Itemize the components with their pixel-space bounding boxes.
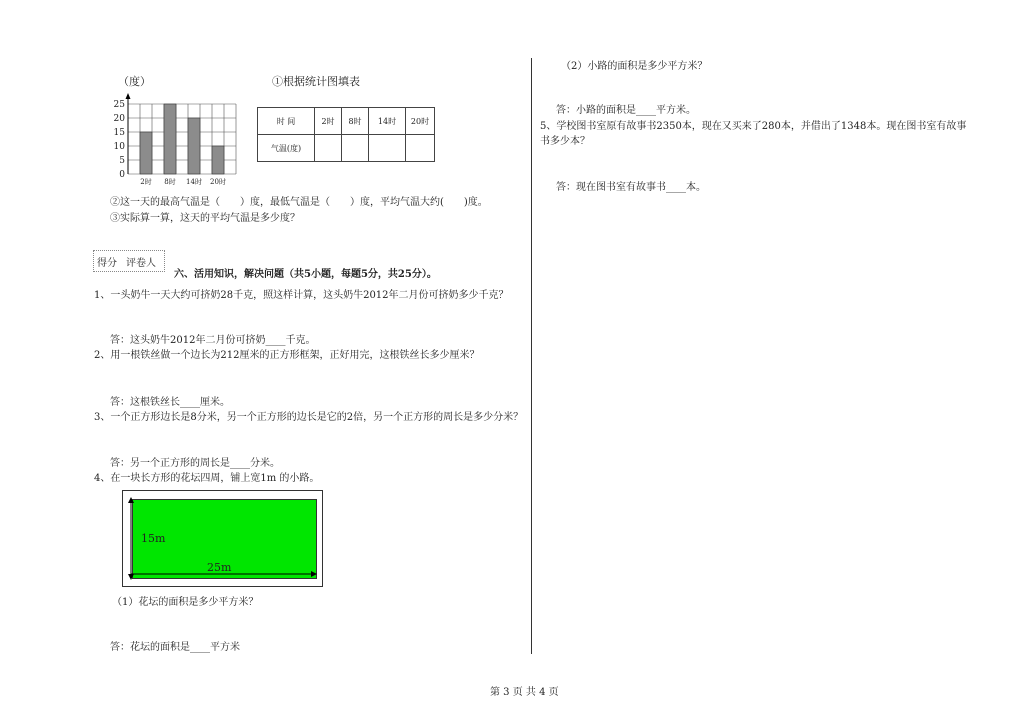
problem-4-1: （1）花坛的面积是多少平方米？ bbox=[112, 597, 259, 608]
y-tick-label: 10 bbox=[113, 142, 125, 152]
problem-2: 2、用一根铁丝做一个边长为212厘米的正方形框架，正好用完，这根铁丝长多少厘米？ bbox=[94, 350, 480, 361]
answer-4-1: 答：花坛的面积是____平方米 bbox=[110, 642, 240, 653]
q1-line3: ③实际算一算，这天的平均气温是多少度？ bbox=[110, 213, 300, 224]
height-label: 15m bbox=[141, 532, 166, 545]
table-header-cell: 8时 bbox=[342, 108, 369, 135]
bar bbox=[164, 104, 176, 174]
answer-2: 答：这根铁丝长____厘米。 bbox=[110, 397, 230, 408]
x-tick-label: 14时 bbox=[186, 178, 202, 186]
q1-line2: ②这一天的最高气温是（ ）度，最低气温是（ ）度，平均气温大约( )度。 bbox=[110, 197, 488, 208]
problem-4-2: （2）小路的面积是多少平方米？ bbox=[561, 61, 708, 72]
table-cell[interactable] bbox=[342, 135, 369, 162]
bar bbox=[188, 118, 200, 174]
table-header-cell: 2时 bbox=[315, 108, 342, 135]
problem-3: 3、一个正方形边长是8分米，另一个正方形的边长是它的2倍，另一个正方形的周长是多少分米？ bbox=[94, 412, 524, 423]
problem-1: 1、一头奶牛一天大约可挤奶28千克，照这样计算，这头奶牛2012年二月份可挤奶多少千克？ bbox=[94, 290, 509, 301]
garden-figure bbox=[122, 490, 323, 587]
temperature-table bbox=[257, 107, 435, 162]
table-row-label: 气温(度) bbox=[258, 135, 315, 162]
table-cell[interactable] bbox=[406, 135, 435, 162]
column-divider bbox=[531, 58, 532, 654]
x-tick-label: 8时 bbox=[164, 178, 176, 186]
answer-1: 答：这头奶牛2012年二月份可挤奶____千克。 bbox=[110, 335, 316, 346]
bar bbox=[212, 146, 224, 174]
answer-3: 答：另一个正方形的周长是____分米。 bbox=[110, 458, 280, 469]
y-tick-label: 0 bbox=[119, 170, 125, 180]
answer-5: 答：现在图书室有故事书____本。 bbox=[556, 182, 706, 193]
y-tick-label: 20 bbox=[113, 114, 125, 124]
answer-4-2: 答：小路的面积是____平方米。 bbox=[556, 105, 696, 116]
y-tick-label: 15 bbox=[113, 128, 125, 138]
y-tick-label: 5 bbox=[119, 156, 125, 166]
table-header-cell: 20时 bbox=[406, 108, 435, 135]
temperature-bar-chart bbox=[110, 92, 240, 192]
problem-4: 4、在一块长方形的花坛四周，铺上宽1m 的小路。 bbox=[94, 473, 320, 484]
q1-title: ①根据统计图填表 bbox=[272, 75, 360, 88]
table-header-cell: 14时 bbox=[369, 108, 406, 135]
section-title: 六、活用知识，解决问题（共5小题，每题5分，共25分）。 bbox=[174, 269, 437, 280]
problem-5-line1: 5、学校图书室原有故事书2350本，现在又买来了280本，并借出了1348本。现在图书室有故事 bbox=[540, 121, 967, 132]
chart-ylabel: （度） bbox=[118, 75, 151, 88]
score-label: 得分 bbox=[97, 258, 117, 269]
table-cell[interactable] bbox=[369, 135, 406, 162]
table-cell[interactable] bbox=[315, 135, 342, 162]
score-box bbox=[93, 250, 165, 272]
table-header-cell: 时 间 bbox=[258, 108, 315, 135]
x-tick-label: 20时 bbox=[210, 178, 226, 186]
bar bbox=[140, 132, 152, 174]
page-footer: 第 3 页 共 4 页 bbox=[490, 687, 559, 698]
y-axis-arrow bbox=[126, 93, 131, 99]
problem-5-line2: 书多少本？ bbox=[540, 136, 590, 147]
width-label: 25m bbox=[207, 561, 232, 574]
grader-label: 评卷人 bbox=[126, 258, 156, 269]
x-tick-label: 2时 bbox=[140, 178, 152, 186]
y-tick-label: 25 bbox=[113, 100, 125, 110]
